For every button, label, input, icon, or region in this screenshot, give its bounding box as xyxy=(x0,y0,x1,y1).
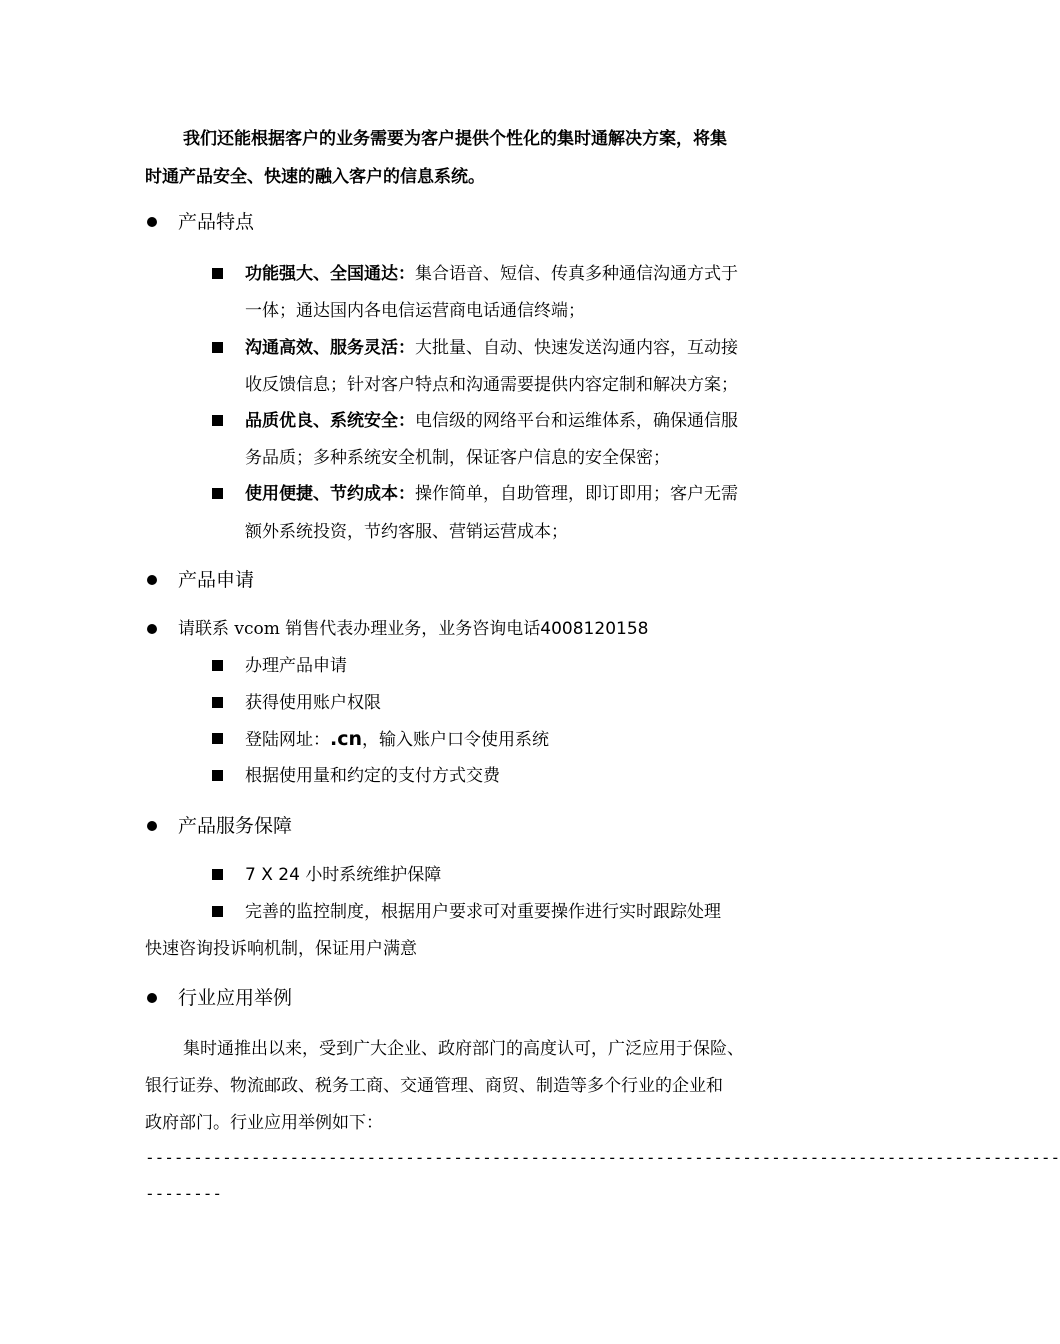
service-text: 小时系统维护保障 xyxy=(305,865,442,885)
apply-heading: 产品申请 xyxy=(178,569,255,591)
feature-text: 集合语音、短信、传真多种通信沟通方式于 xyxy=(415,264,738,284)
apply-step-4: 根据使用量和约定的支付方式交费 xyxy=(245,766,500,786)
bullet-dot-icon xyxy=(147,993,157,1003)
feature-title: 品质优良、系统安全： xyxy=(245,411,415,431)
login-url: .cn xyxy=(330,728,363,750)
login-suffix: ，输入账户口令使用系统 xyxy=(362,730,550,750)
bullet-square-icon xyxy=(212,268,223,279)
industry-line-2: 银行证券、物流邮政、税务工商、交通管理、商贸、制造等多个行业的企业和 xyxy=(145,1076,723,1096)
feature-item-1-cont: 一体；通达国内各电信运营商电话通信终端； xyxy=(245,301,585,321)
feature-item-1 xyxy=(245,262,738,286)
bullet-dot-icon xyxy=(147,575,157,585)
bullet-square-icon xyxy=(212,697,223,708)
dashed-separator: ----------------------------------------------------------------------------------------------- xyxy=(145,1148,1060,1167)
bullet-dot-icon xyxy=(147,821,157,831)
dashed-separator-cont: -------- xyxy=(145,1184,223,1203)
feature-item-4 xyxy=(245,482,738,506)
contact-text: 请联系 vcom 销售代表办理业务，业务咨询电话 xyxy=(178,619,541,639)
features-heading: 产品特点 xyxy=(178,211,255,233)
bullet-square-icon xyxy=(212,869,223,880)
industry-heading: 行业应用举例 xyxy=(178,987,293,1009)
phone-number: 4008120158 xyxy=(540,619,649,639)
bullet-square-icon xyxy=(212,906,223,917)
intro-line-2: 时通产品安全、快速的融入客户的信息系统。 xyxy=(145,167,485,187)
feature-title: 功能强大、全国通达： xyxy=(245,264,415,284)
apply-step-2: 获得使用账户权限 xyxy=(245,693,381,713)
feature-title: 使用便捷、节约成本： xyxy=(245,484,415,504)
bullet-square-icon xyxy=(212,733,223,744)
apply-step-3 xyxy=(245,727,549,752)
contact-line xyxy=(178,617,648,641)
bullet-square-icon xyxy=(212,415,223,426)
apply-step-1: 办理产品申请 xyxy=(245,656,347,676)
service-item-1 xyxy=(245,863,441,887)
feature-text: 电信级的网络平台和运维体系，确保通信服 xyxy=(415,411,738,431)
login-label: 登陆网址： xyxy=(245,730,330,750)
feature-item-3 xyxy=(245,409,738,433)
bullet-dot-icon xyxy=(147,217,157,227)
bullet-square-icon xyxy=(212,488,223,499)
feature-item-4-cont: 额外系统投资，节约客服、营销运营成本； xyxy=(245,522,568,542)
intro-line-1: 我们还能根据客户的业务需要为客户提供个性化的集时通解决方案，将集 xyxy=(183,129,727,149)
feature-text: 大批量、自动、快速发送沟通内容，互动接 xyxy=(415,338,738,358)
bullet-square-icon xyxy=(212,342,223,353)
feature-title: 沟通高效、服务灵活： xyxy=(245,338,415,358)
feature-item-2-cont: 收反馈信息；针对客户特点和沟通需要提供内容定制和解决方案； xyxy=(245,375,738,395)
bullet-square-icon xyxy=(212,660,223,671)
feature-item-3-cont: 务品质；多种系统安全机制，保证客户信息的安全保密； xyxy=(245,448,670,468)
bullet-square-icon xyxy=(212,770,223,781)
feature-item-2 xyxy=(245,336,738,360)
feature-text: 操作简单，自助管理，即订即用；客户无需 xyxy=(415,484,738,504)
service-item-2-cont: 快速咨询投诉响机制，保证用户满意 xyxy=(145,939,417,959)
industry-line-1: 集时通推出以来，受到广大企业、政府部门的高度认可，广泛应用于保险、 xyxy=(183,1039,744,1059)
service-hours: 7 X 24 xyxy=(245,865,300,885)
bullet-dot-icon xyxy=(147,624,157,634)
service-heading: 产品服务保障 xyxy=(178,815,293,837)
service-item-2: 完善的监控制度，根据用户要求可对重要操作进行实时跟踪处理 xyxy=(245,902,721,922)
industry-line-3: 政府部门。行业应用举例如下： xyxy=(145,1113,383,1133)
